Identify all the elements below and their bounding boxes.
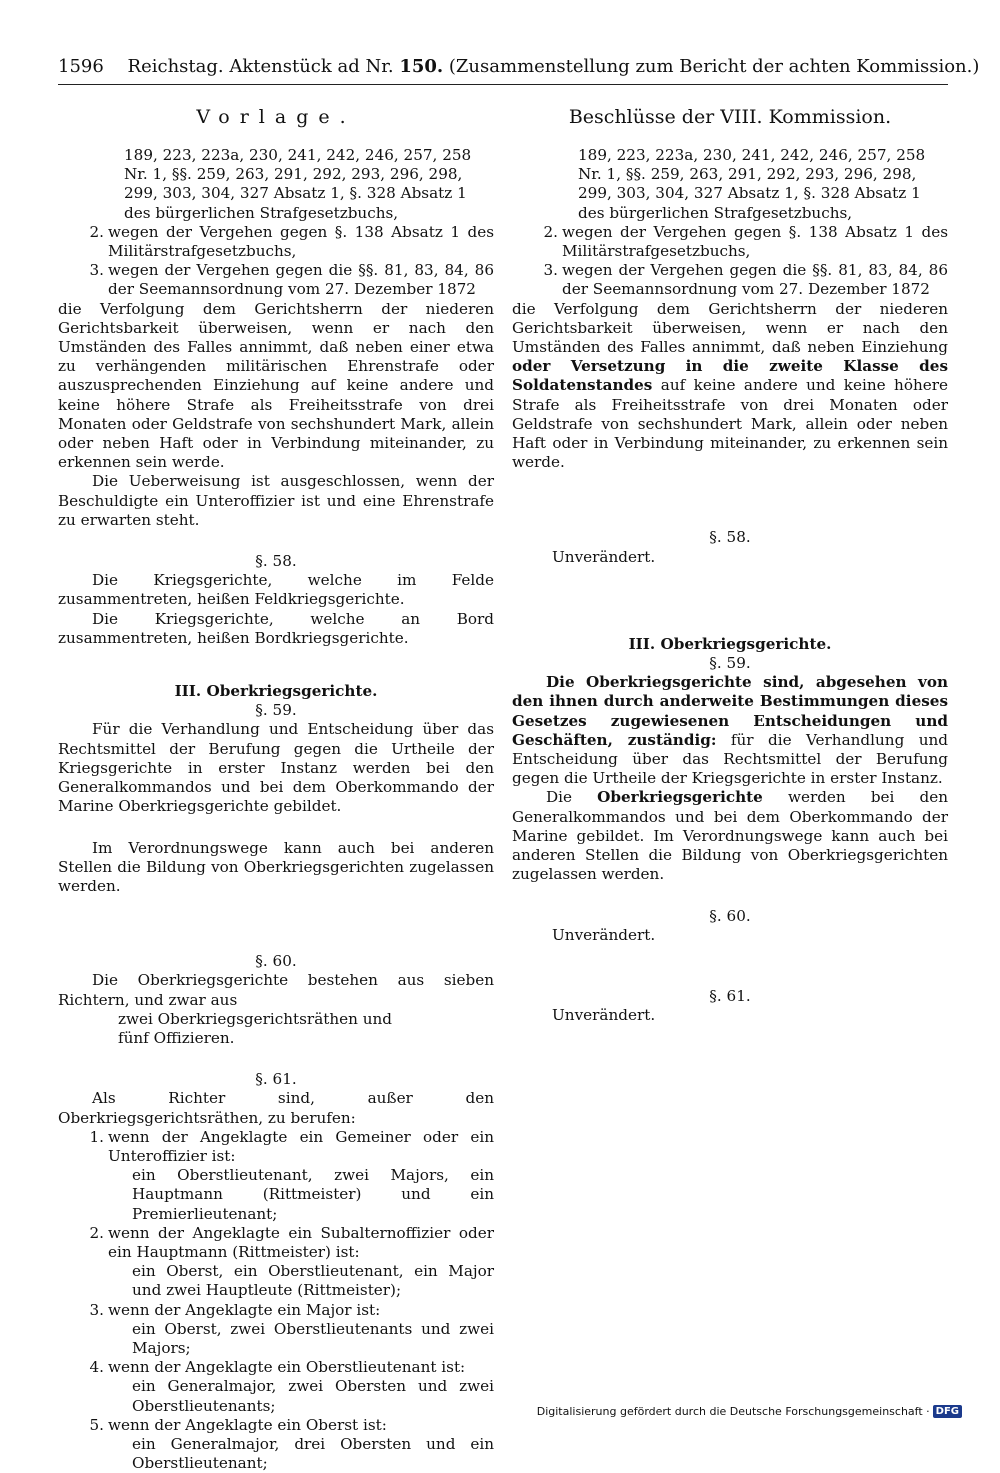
item-number: 2. (543, 222, 558, 241)
digitization-footer (537, 1405, 962, 1418)
paragraph: Die Kriegsgerichte, welche im Felde zusammentreten, heißen Feldkriegsgerichte. (58, 571, 494, 609)
continuation-line: 299, 303, 304, 327 Absatz 1, §. 328 Absatz 1 (124, 184, 467, 203)
item-number: 1. (89, 1127, 104, 1146)
list-line: fünf Offizieren. (118, 1028, 235, 1047)
amendment-text: oder Versetzung in die zweite Klasse des Soldatenstandes (512, 357, 948, 395)
item-text (108, 1224, 494, 1301)
page-header (58, 56, 980, 85)
item-number: 3. (89, 1300, 104, 1319)
list-item (512, 223, 948, 261)
list-item (58, 1301, 494, 1359)
item-members: ein Oberst, ein Oberstlieutenant, ein Major und zwei Hauptleute (Rittmeister); (132, 1262, 494, 1300)
column-title-vorlage: Vorlage. (196, 106, 356, 128)
list-item (58, 1416, 494, 1473)
continuation-line: Nr. 1, §§. 259, 263, 291, 292, 293, 296, 298, (124, 165, 463, 184)
continuation-line: des bürgerlichen Strafgesetzbuchs, (578, 203, 853, 222)
section-heading: §. 59. (709, 654, 751, 673)
page-number: 1596 (58, 56, 104, 77)
amendment-text: Die Oberkriegsgerichte sind, abgesehen von den ihnen durch anderweite Bestimmungen dieses Gesetzes zugewiesenen Entscheidungen und Geschäften, zuständig: (512, 673, 948, 749)
unchanged-note: Unverändert. (552, 1006, 656, 1025)
item-number: 5. (89, 1415, 104, 1434)
item-number: 2. (89, 222, 104, 241)
continuation-line: 299, 303, 304, 327 Absatz 1, §. 328 Absatz 1 (578, 184, 921, 203)
paragraph: Als Richter sind, außer den Oberkriegsgerichtsräthen, zu berufen: (58, 1089, 494, 1127)
section-heading: §. 61. (709, 986, 751, 1005)
item-number: 2. (89, 1223, 104, 1242)
item-text: wegen der Vergehen gegen §. 138 Absatz 1 des Militärstrafgesetzbuchs, (562, 222, 948, 261)
paragraph-text: werden bei den Generalkommandos und bei dem Oberkommando der Marine gebildet. Im Verordnungswege kann auch bei anderen Stellen die Bildung von Oberkriegsgerichten zugelassen werden. (512, 788, 948, 884)
item-condition: wenn der Angeklagte ein Oberst ist: (108, 1415, 387, 1434)
header-title-pre: Reichstag. Aktenstück ad Nr. (127, 56, 394, 77)
continuation-line: Nr. 1, §§. 259, 263, 291, 292, 293, 296, 298, (578, 165, 917, 184)
section-heading: §. 58. (255, 552, 297, 571)
part-heading: III. Oberkriegsgerichte. (174, 682, 378, 701)
paragraph: die Verfolgung dem Gerichtsherrn der niederen Gerichtsbarkeit überweisen, wenn er nach den Umständen des Falles annimmt, daß neben einer etwa zu verhängenden militärischen Ehrenstrafe oder auszusprechenden Einziehung auf keine andere und keine höhere Strafe als Freiheitsstrafe von drei Monaten oder Geldstrafe von sechshundert Mark, allein oder neben Haft oder in Verbindung miteinander, zu erkennen sein werde. (58, 299, 494, 472)
list-item (58, 1128, 494, 1224)
item-text: wegen der Vergehen gegen die §§. 81, 83, 84, 86 der Seemannsordnung vom 27. Dezember 1872 (562, 261, 948, 299)
paragraph: Für die Verhandlung und Entscheidung über das Rechtsmittel der Berufung gegen die Urtheile der Kriegsgerichte in erster Instanz werden bei den Generalkommandos und bei dem Oberkommando der Marine Oberkriegsgerichte gebildet. (58, 720, 494, 816)
item-text: wegen der Vergehen gegen die §§. 81, 83, 84, 86 der Seemannsordnung vom 27. Dezember 1872 (108, 261, 494, 299)
item-condition: wenn der Angeklagte ein Gemeiner oder ein Unteroffizier ist: (108, 1127, 494, 1165)
continuation-line: 189, 223, 223a, 230, 241, 242, 246, 257, 258 (578, 146, 926, 164)
amendment-text: Oberkriegsgerichte (597, 788, 763, 807)
unchanged-note: Unverändert. (552, 547, 656, 566)
footer-text: Digitalisierung gefördert durch die Deutsche Forschungsgemeinschaft · (536, 1405, 930, 1418)
paragraph: Die Ueberweisung ist ausgeschlossen, wenn der Beschuldigte ein Unteroffizier ist und eine Ehrenstrafe zu erwarten steht. (58, 472, 494, 529)
item-members: ein Generalmajor, zwei Obersten und zwei Oberstlieutenants; (132, 1377, 494, 1415)
item-text (108, 1128, 494, 1224)
item-number: 4. (89, 1358, 104, 1377)
paragraph: Die Kriegsgerichte, welche an Bord zusammentreten, heißen Bordkriegsgerichte. (58, 609, 494, 647)
paragraph: Im Verordnungswege kann auch bei anderen Stellen die Bildung von Oberkriegsgerichten zugelassen werden. (58, 838, 494, 895)
column-beschluesse (512, 108, 948, 1025)
item-text: wegen der Vergehen gegen §. 138 Absatz 1 des Militärstrafgesetzbuchs, (108, 222, 494, 261)
paragraph-text: auf keine andere und keine höhere Strafe als Freiheitsstrafe von drei Monaten oder Geldstrafe von sechshundert Mark, allein oder neben Haft oder in Verbindung miteinander, zu erkennen sein werde. (512, 376, 948, 472)
list-item (512, 261, 948, 299)
section-heading: §. 59. (255, 701, 297, 720)
item-condition: wenn der Angeklagte ein Subalternoffizier oder ein Hauptmann (Rittmeister) ist: (108, 1223, 494, 1261)
column-title-beschluesse: Beschlüsse der VIII. Kommission. (568, 106, 892, 128)
column-vorlage (58, 108, 494, 1473)
dfg-logo: DFG (933, 1405, 962, 1418)
header-title-number: 150. (399, 56, 444, 77)
list-item (58, 261, 494, 299)
item-condition: wenn der Angeklagte ein Major ist: (108, 1300, 381, 1319)
item-condition: wenn der Angeklagte ein Oberstlieutenant ist: (108, 1358, 466, 1377)
list-item (58, 1358, 494, 1416)
section-heading: §. 58. (709, 528, 751, 547)
continuation-block (512, 146, 948, 223)
list-item (58, 1224, 494, 1301)
item-text (108, 1301, 494, 1359)
paragraph (512, 788, 948, 884)
item-number: 3. (543, 261, 558, 280)
section-heading: §. 60. (255, 952, 297, 971)
unchanged-note: Unverändert. (552, 925, 656, 944)
item-text (108, 1358, 494, 1416)
paragraph-text: Die (546, 788, 573, 807)
paragraph (512, 300, 948, 473)
paragraph-text: für die Verhandlung und Entscheidung über das Rechtsmittel der Berufung gegen die Urtheile der Kriegsgerichte in erster Instanz. (512, 730, 948, 788)
header-title-post: (Zusammenstellung zum Bericht der achten Kommission.) (448, 56, 980, 77)
item-number: 3. (89, 261, 104, 280)
part-heading: III. Oberkriegsgerichte. (628, 634, 832, 653)
paragraph: Die Oberkriegsgerichte bestehen aus sieben Richtern, und zwar aus (58, 971, 494, 1009)
item-members: ein Oberst, zwei Oberstlieutenants und zwei Majors; (132, 1319, 494, 1357)
section-heading: §. 61. (255, 1070, 297, 1089)
list-line: zwei Oberkriegsgerichtsräthen und (118, 1009, 393, 1028)
continuation-block (58, 146, 494, 223)
item-text (108, 1416, 494, 1473)
list-item (58, 223, 494, 261)
continuation-line: 189, 223, 223a, 230, 241, 242, 246, 257, 258 (124, 146, 472, 164)
paragraph-text: die Verfolgung dem Gerichtsherrn der niederen Gerichtsbarkeit überweisen, wenn er nach den Umständen des Falles annimmt, daß neben Einziehung (512, 299, 948, 357)
continuation-line: des bürgerlichen Strafgesetzbuchs, (124, 203, 399, 222)
item-members: ein Oberstlieutenant, zwei Majors, ein Hauptmann (Rittmeister) und ein Premierlieutenant; (132, 1166, 494, 1223)
section-heading: §. 60. (709, 906, 751, 925)
paragraph (512, 673, 948, 788)
item-members: ein Generalmajor, drei Obersten und ein Oberstlieutenant; (132, 1434, 494, 1473)
